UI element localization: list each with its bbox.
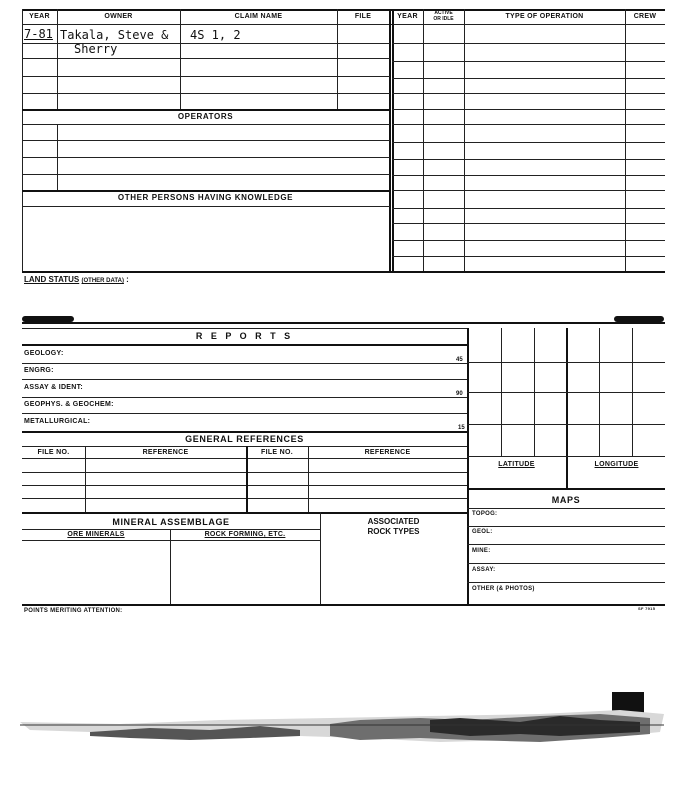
other-persons-title: OTHER PERSONS HAVING KNOWLEDGE <box>117 193 294 202</box>
rule <box>392 93 665 94</box>
rule <box>625 9 626 271</box>
header-owner: OWNER <box>104 13 133 20</box>
rule <box>22 413 467 414</box>
land-status-sub: (OTHER DATA) <box>81 278 124 284</box>
rule <box>22 363 467 364</box>
entry-year: 7-81 <box>24 27 53 41</box>
rule <box>22 540 320 541</box>
rule <box>464 9 465 271</box>
rule <box>467 362 665 363</box>
report-assay: ASSAY & IDENT: <box>24 384 84 391</box>
rule <box>170 529 171 604</box>
rule <box>22 109 390 111</box>
reports-title: R E P O R T S <box>195 331 294 341</box>
rule <box>180 9 181 109</box>
rule <box>22 174 390 175</box>
rule <box>22 472 467 473</box>
rule <box>392 159 665 160</box>
rule <box>467 563 665 564</box>
form-number: SF 7915 <box>638 606 656 611</box>
rule <box>22 446 467 447</box>
rule <box>392 208 665 209</box>
rule <box>22 58 390 59</box>
gr-header-reference-2: REFERENCE <box>364 449 411 456</box>
rule <box>57 9 58 111</box>
rule <box>337 9 338 109</box>
rule <box>22 93 390 94</box>
maps-title: MAPS <box>551 495 581 505</box>
rule <box>22 9 665 11</box>
rule <box>22 271 665 273</box>
longitude-label: LONGITUDE <box>594 461 639 468</box>
rule <box>392 61 665 62</box>
header-type-of-operation: TYPE OF OPERATION <box>505 13 584 20</box>
report-assay-num: 90 <box>456 391 463 397</box>
header-year-2: YEAR <box>397 13 418 20</box>
general-references-title: GENERAL REFERENCES <box>185 434 304 444</box>
points-meriting-attention: POINTS MERITING ATTENTION: <box>24 608 123 614</box>
entry-owner-line2: Sherry <box>74 42 118 56</box>
rule <box>22 458 467 459</box>
latitude-label: LATITUDE <box>498 461 535 468</box>
land-status-colon: : <box>126 275 129 284</box>
gr-header-file-no-1: FILE NO. <box>37 449 70 456</box>
rule <box>22 431 467 433</box>
rule <box>246 446 248 512</box>
rule <box>392 256 665 257</box>
report-engrg: ENGRG: <box>24 367 54 374</box>
ore-minerals-header: ORE MINERALS <box>67 531 125 538</box>
rule <box>392 190 665 191</box>
gr-header-reference-1: REFERENCE <box>142 449 189 456</box>
rock-forming-header: ROCK FORMING, ETC. <box>204 531 286 538</box>
report-geology-num: 45 <box>456 357 463 363</box>
maps-other: OTHER (& PHOTOS) <box>472 586 535 592</box>
header-crew: CREW <box>633 13 657 20</box>
entry-owner-line1: Takala, Steve & <box>60 28 169 42</box>
header-active-or-idle <box>423 10 464 22</box>
rule <box>22 379 467 380</box>
report-metallurgical: METALLURGICAL: <box>24 418 91 425</box>
rule <box>392 223 665 224</box>
rule <box>392 78 665 79</box>
rule <box>22 140 390 141</box>
rule <box>22 344 467 346</box>
rule <box>392 142 665 143</box>
maps-geol: GEOL: <box>472 529 493 535</box>
scan-noise-strip <box>0 680 678 780</box>
rule <box>392 240 665 241</box>
maps-topog: TOPOG: <box>472 511 498 517</box>
rule <box>22 604 665 606</box>
header-idle-line: OR IDLE <box>433 16 454 22</box>
header-claim-name: CLAIM NAME <box>234 13 283 20</box>
rule <box>392 175 665 176</box>
operators-title: OPERATORS <box>177 112 234 121</box>
land-status-label <box>24 275 129 284</box>
rule <box>22 529 320 530</box>
rule <box>22 24 665 25</box>
entry-claim: 4S 1, 2 <box>190 28 241 42</box>
maps-mine: MINE: <box>472 548 491 554</box>
rule <box>467 392 665 393</box>
associated-rock-types-header <box>320 517 467 537</box>
header-active-line: ACTIVE <box>434 10 453 16</box>
assoc-line-1: ASSOCIATED <box>367 517 420 526</box>
rule <box>467 508 665 509</box>
section-divider <box>22 322 665 324</box>
rule <box>22 397 467 398</box>
rule <box>22 206 390 207</box>
rule <box>22 157 390 158</box>
rule <box>392 9 394 271</box>
rule <box>467 582 665 583</box>
rule <box>467 526 665 527</box>
maps-assay: ASSAY: <box>472 567 496 573</box>
rule <box>22 485 467 486</box>
rule <box>467 488 665 490</box>
rule <box>392 109 665 110</box>
header-year: YEAR <box>29 13 50 20</box>
assoc-line-2: ROCK TYPES <box>367 527 420 536</box>
rule <box>308 446 309 512</box>
rule <box>392 43 665 44</box>
rule <box>22 512 467 514</box>
rule <box>22 498 467 499</box>
rule <box>22 76 390 77</box>
rule <box>467 544 665 545</box>
rule <box>22 124 390 125</box>
rule <box>22 190 390 192</box>
rule <box>467 456 665 457</box>
report-geophys: GEOPHYS. & GEOCHEM: <box>24 401 114 408</box>
rule <box>85 446 86 512</box>
report-geology: GEOLOGY: <box>24 350 64 357</box>
rule <box>467 424 665 425</box>
rule <box>22 328 467 329</box>
rule <box>423 9 424 271</box>
mineral-assemblage-title: MINERAL ASSEMBLAGE <box>112 517 230 527</box>
report-metallurgical-num: 15 <box>458 425 465 431</box>
rule <box>392 124 665 125</box>
gr-header-file-no-2: FILE NO. <box>261 449 293 456</box>
land-status-title: LAND STATUS <box>24 275 80 284</box>
header-file: FILE <box>354 13 372 20</box>
